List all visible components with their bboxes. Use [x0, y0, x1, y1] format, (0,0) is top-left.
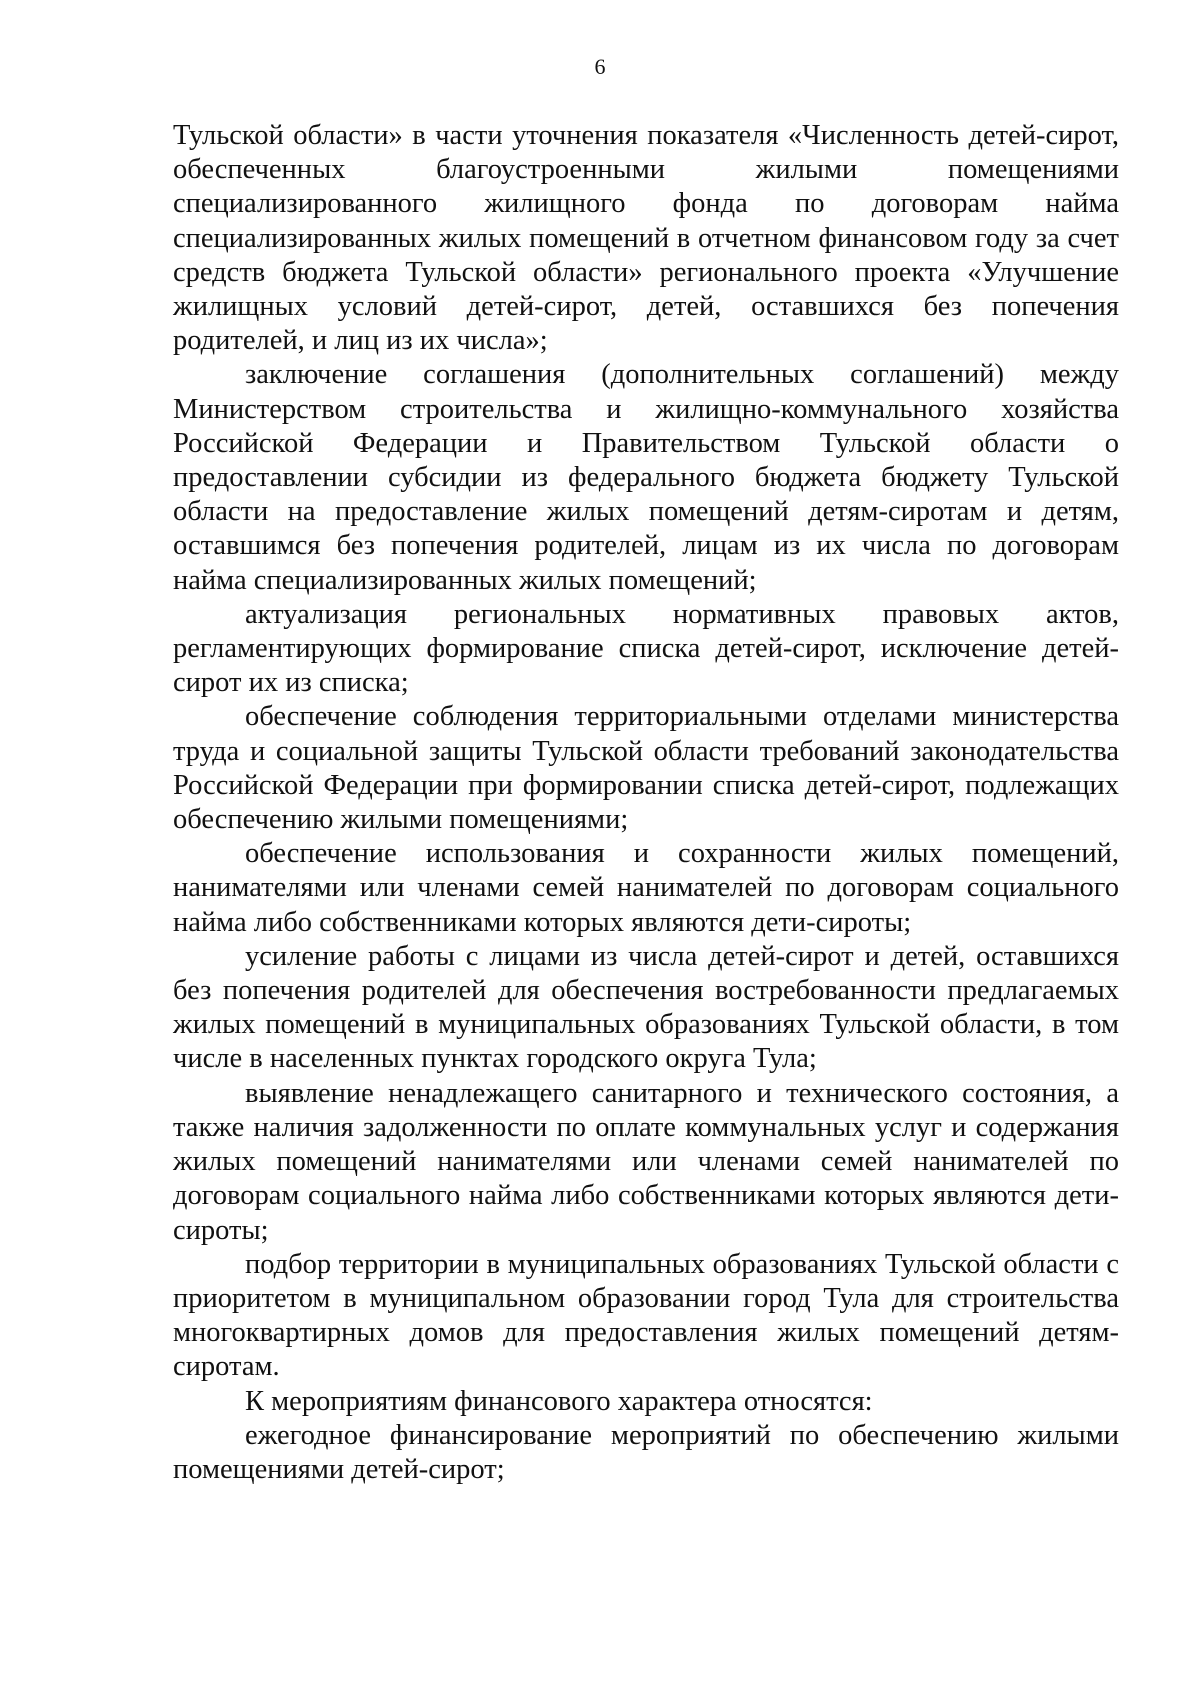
paragraph-3: актуализация региональных нормативных правовых актов, регламентирующих формирование списка детей-сирот, исключение детей-сирот их из списка; — [173, 598, 1119, 699]
paragraph-7: выявление ненадлежащего санитарного и технического состояния, а также наличия задолженности по оплате коммунальных услуг и содержания жилых помещений нанимателями или членами семей нанимателей по договорам социального найма либо собственниками которых являются дети-сироты; — [173, 1077, 1119, 1246]
paragraph-6: усиление работы с лицами из числа детей-сирот и детей, оставшихся без попечения родителей для обеспечения востребованности предлагаемых жилых помещений в муниципальных образованиях Тульской области, в том числе в населенных пунктах городского округа Тула; — [173, 940, 1119, 1075]
paragraph-5: обеспечение использования и сохранности жилых помещений, нанимателями или членами семей нанимателей по договорам социального найма либо собственниками которых являются дети-сироты; — [173, 838, 1119, 938]
paragraph-9: К мероприятиям финансового характера относятся: — [245, 1385, 873, 1417]
paragraph-2: заключение соглашения (дополнительных соглашений) между Министерством строительства и жилищно-коммунального хозяйства Российской Федерации и Правительством Тульской области о предоставлении субсидии из федерального бюджета бюджету Тульской области на предоставление жилых помещений детям-сиротам и детям, оставшимся без попечения родителей, лицам из их числа по договорам найма специализированных жилых помещений; — [173, 359, 1119, 596]
paragraph-1: Тульской области» в части уточнения показателя «Численность детей-сирот, обеспеченных благоустроенными жилыми помещениями специализированного жилищного фонда по договорам найма специализированных жилых помещений в отчетном финансовом году за счет средств бюджета Тульской области» регионального проекта «Улучшение жилищных условий детей-сирот, детей, оставшихся без попечения родителей, и лиц из их числа»; — [173, 120, 1119, 357]
paragraph-8: подбор территории в муниципальных образованиях Тульской области с приоритетом в муниципальном образовании город Тула для строительства многоквартирных домов для предоставления жилых помещений детям-сиротам. — [173, 1248, 1119, 1383]
paragraph-10: ежегодное финансирование мероприятий по обеспечению жилыми помещениями детей-сирот; — [173, 1419, 1119, 1485]
paragraph-4: обеспечение соблюдения территориальными отделами министерства труда и социальной защиты Тульской области требований законодательства Российской Федерации при формировании списка детей-сирот, подлежащих обеспечению жилыми помещениями; — [173, 701, 1119, 836]
document-body — [173, 119, 1119, 1487]
page-number: 6 — [594, 54, 606, 79]
